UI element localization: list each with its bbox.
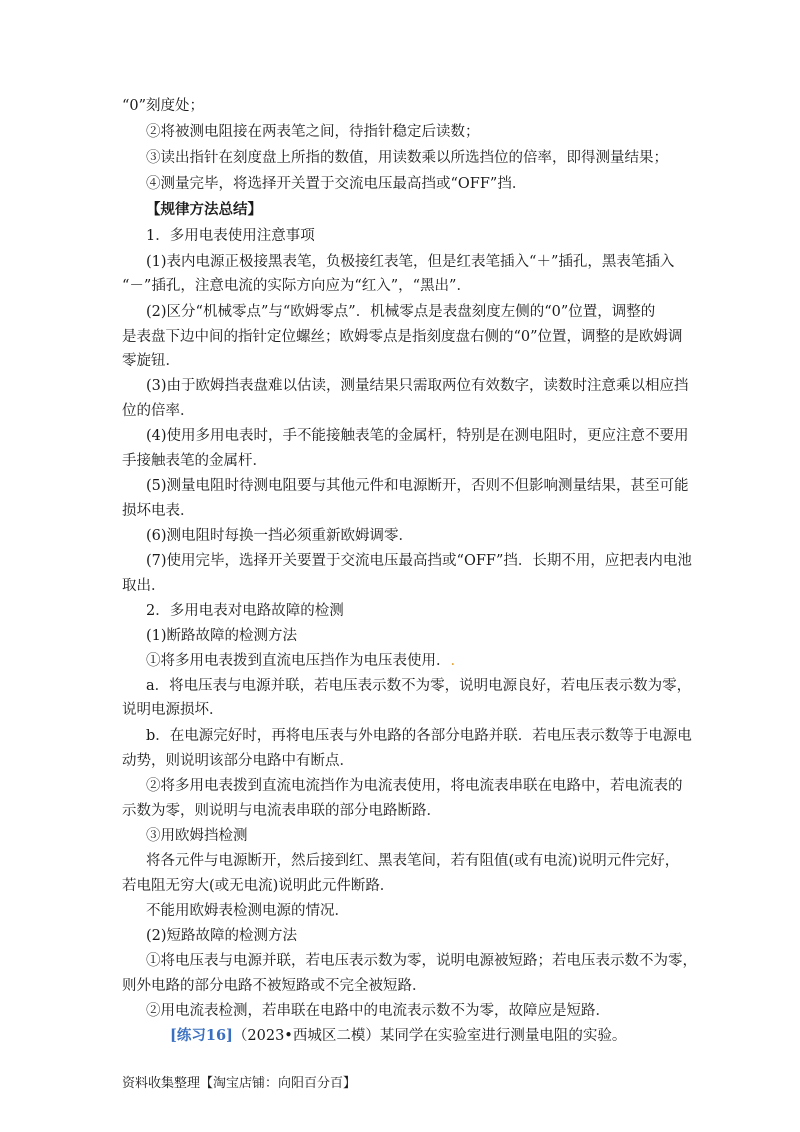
text-line — [146, 651, 716, 671]
text-line: (7)使用完毕，选择开关要置于交流电压最高挡或“OFF”挡．长期不用，应把表内电池 — [146, 553, 692, 569]
text-line: 动势，则说明该部分电路中有断点． — [122, 753, 354, 769]
text-line: “0”刻度处； — [122, 98, 205, 114]
text-line: (1)表内电源正极接黑表笔，负极接红表笔，但是红表笔插入“＋”插孔，黑表笔插入 — [146, 254, 675, 270]
text-line-content: ①将多用电表拨到直流电压挡作为电压表使用． — [146, 653, 451, 669]
text-line: 位的倍率． — [122, 403, 195, 419]
section-heading: 【规律方法总结】 — [146, 201, 262, 218]
text-line: 手接触表笔的金属杆． — [122, 453, 267, 469]
text-line: ①将电压表与电源并联，若电压表示数为零，说明电源被短路；若电压表示数不为零， — [146, 953, 697, 969]
text-line: b．在电源完好时，再将电压表与外电路的各部分电路并联．若电压表示数等于电源电 — [146, 728, 692, 744]
text-line: (5)测量电阻时待测电阻要与其他元件和电源断开，否则不但影响测量结果，甚至可能 — [146, 478, 689, 494]
text-line: ④测量完毕，将选择开关置于交流电压最高挡或“OFF”挡． — [146, 176, 527, 192]
text-line: (3)由于欧姆挡表盘难以估读，测量结果只需取两位有效数字，读数时注意乘以相应挡 — [146, 378, 689, 394]
text-line: ②用电流表检测，若串联在电路中的电流表示数不为零，故障应是短路． — [146, 1003, 610, 1019]
text-line: (6)测电阻时每换一挡必须重新欧姆调零． — [146, 528, 414, 544]
text-line: 损坏电表． — [122, 503, 195, 519]
practice-line — [170, 1024, 626, 1045]
text-line: (1)断路故障的检测方法 — [146, 628, 298, 644]
text-line: 将各元件与电源断开，然后接到红、黑表笔间，若有阻值(或有电流)说明元件完好， — [146, 853, 680, 869]
text-line: 1．多用电表使用注意事项 — [146, 228, 315, 244]
text-line: “－”插孔，注意电流的实际方向应为“红入”，“黑出”． — [122, 278, 471, 294]
practice-tag: [练习16] — [170, 1027, 233, 1044]
practice-text: （2023•西城区二模）某同学在实验室进行测量电阻的实验。 — [232, 1028, 627, 1044]
text-line: 取出． — [122, 578, 166, 594]
text-line: (4)使用多用电表时，手不能接触表笔的金属杆，特别是在测电阻时，更应注意不要用 — [146, 428, 689, 444]
footer-text: 资料收集整理【淘宝店铺：向阳百分百】 — [122, 1076, 357, 1091]
text-line: ②将多用电表拨到直流电流挡作为电流表使用，将电流表串联在电路中，若电流表的 — [146, 778, 683, 794]
text-line: 零旋钮． — [122, 353, 180, 369]
text-line: 说明电源损坏． — [122, 702, 224, 718]
text-line: (2)区分“机械零点”与“欧姆零点”．机械零点是表盘刻度左侧的“0”位置，调整的 — [146, 304, 656, 320]
stray-mark: . — [450, 653, 456, 669]
text-line: ③用欧姆挡检测 — [146, 828, 248, 844]
text-line: ②将被测电阻接在两表笔之间，待指针稳定后读数； — [146, 124, 480, 140]
text-line: 若电阻无穷大(或无电流)说明此元件断路． — [122, 878, 395, 894]
text-line: ③读出指针在刻度盘上所指的数值，用读数乘以所选挡位的倍率，即得测量结果； — [146, 150, 668, 166]
text-line: (2)短路故障的检测方法 — [146, 928, 298, 944]
text-line: 示数为零，则说明与电流表串联的部分电路断路． — [122, 803, 441, 819]
text-line: 2．多用电表对电路故障的检测 — [146, 603, 344, 619]
text-line: 是表盘下边中间的指针定位螺丝；欧姆零点是指刻度盘右侧的“0”位置，调整的是欧姆调 — [122, 329, 683, 345]
text-line: 不能用欧姆表检测电源的情况． — [146, 903, 349, 919]
text-line: a．将电压表与电源并联，若电压表示数不为零，说明电源良好，若电压表示数为零， — [146, 678, 692, 694]
text-line: 则外电路的部分电路不被短路或不完全被短路． — [122, 978, 427, 994]
